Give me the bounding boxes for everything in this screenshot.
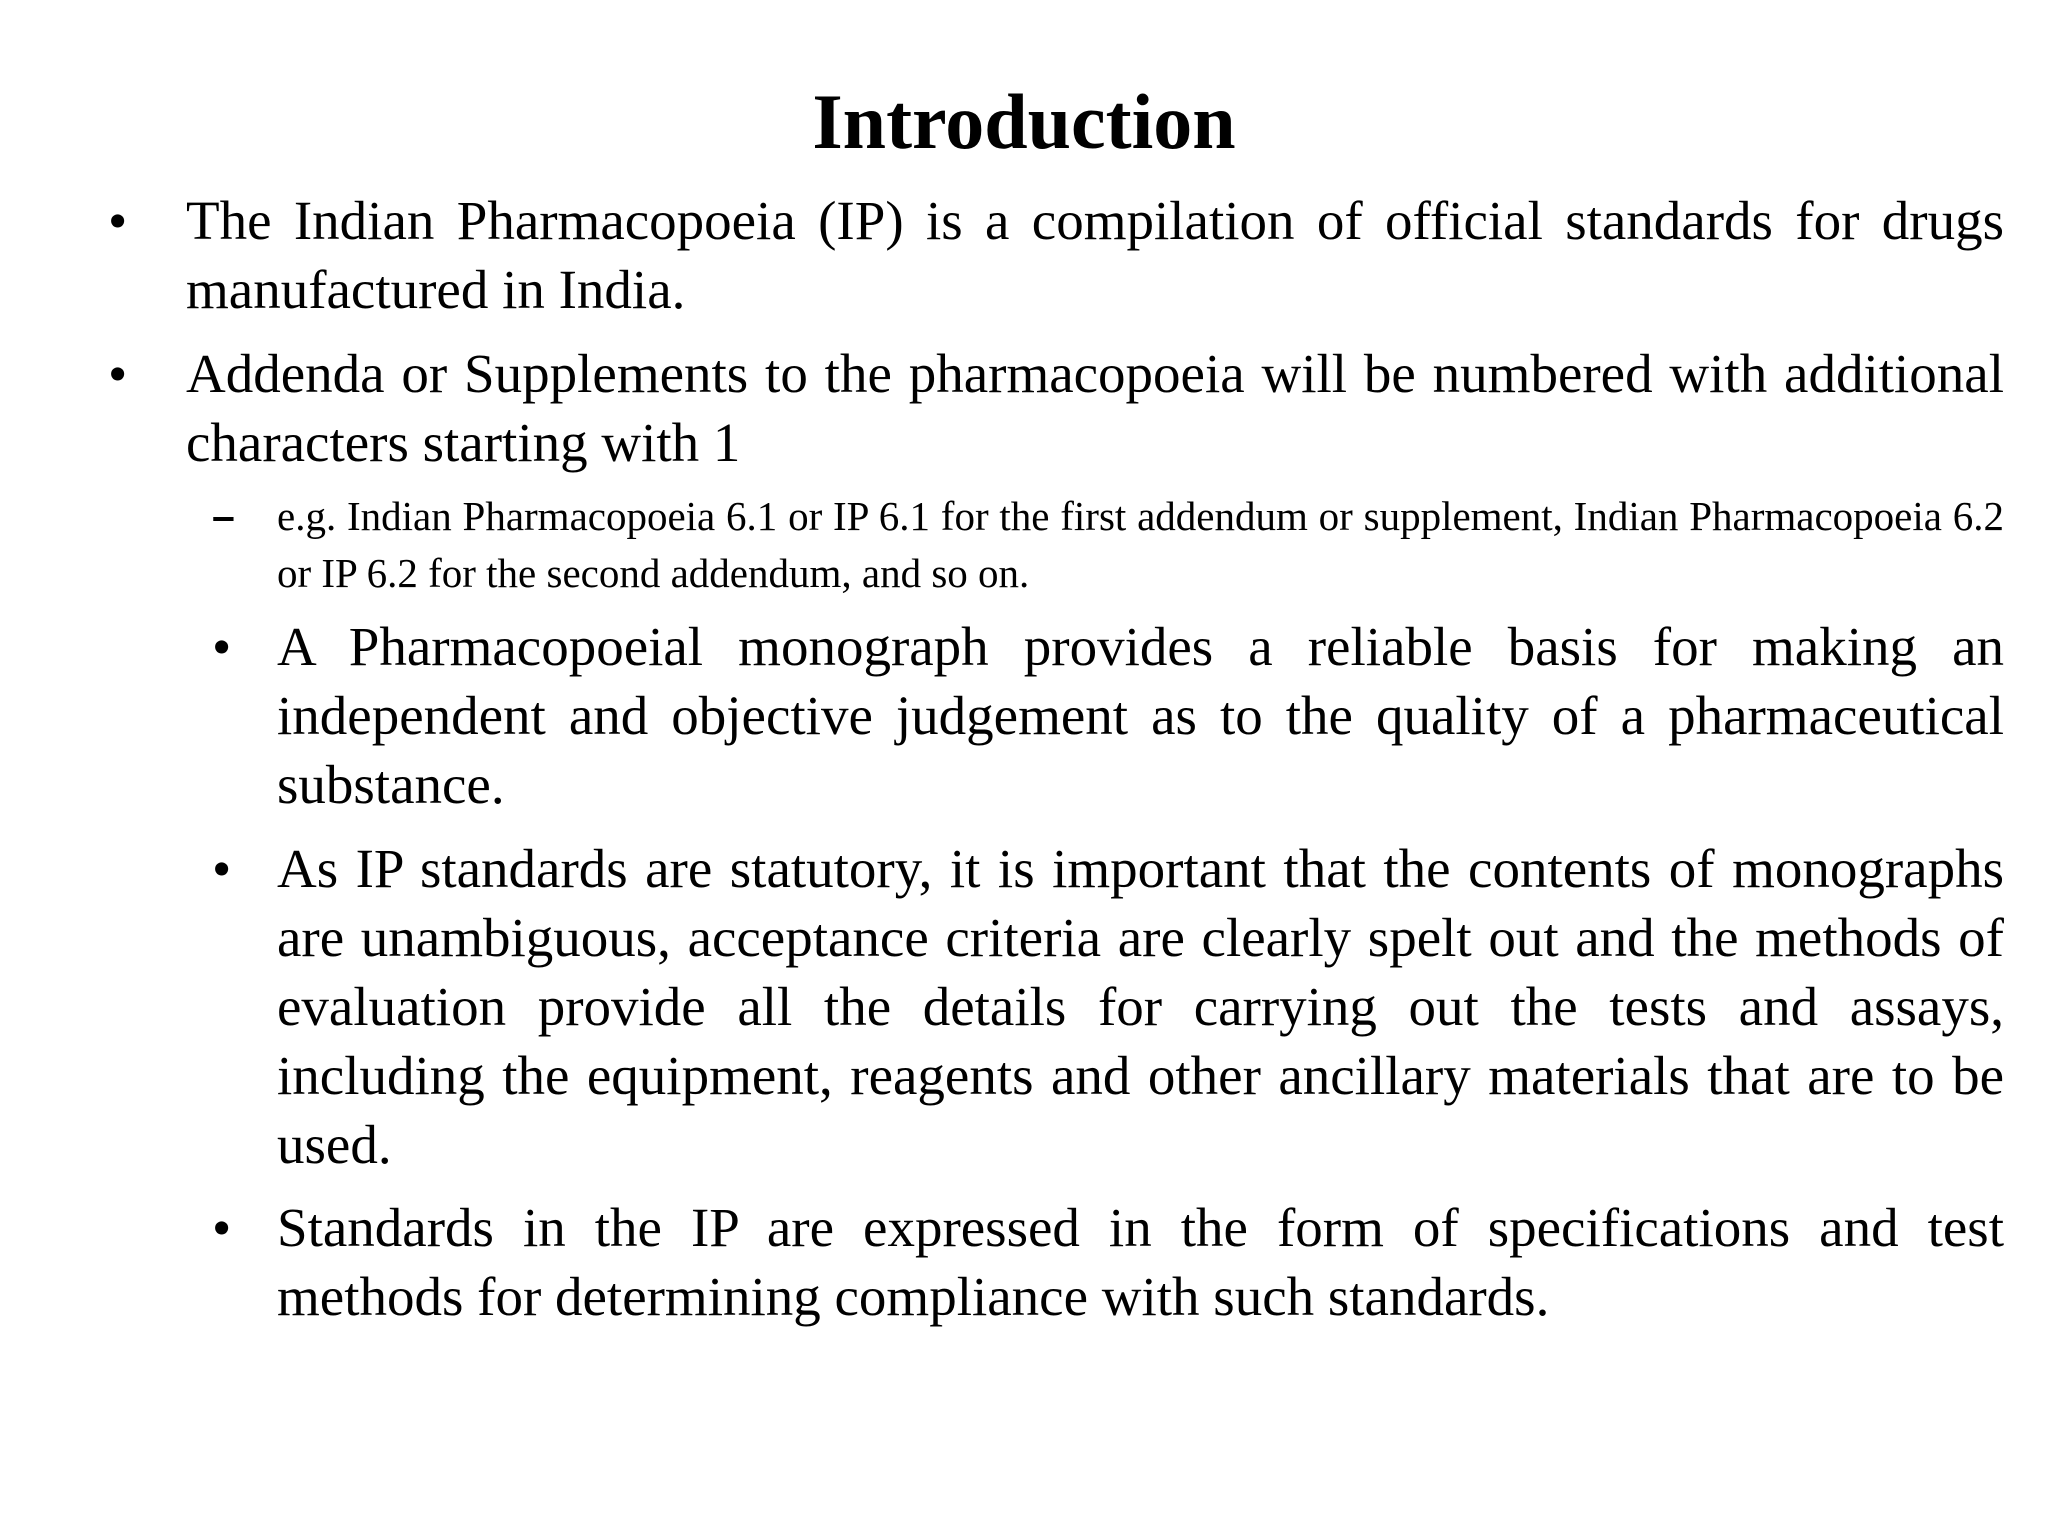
sub-bullet-text: e.g. Indian Pharmacopoeia 6.1 or IP 6.1 for the first addendum or supplement, Indian Pharmacopoeia 6.2 or IP 6.2 for the second addendum, and so on. — [277, 493, 2004, 596]
bullet-item-monograph — [212, 612, 2004, 819]
bullet-text: Standards in the IP are expressed in the form of specifications and test methods for determining compliance with such standards. — [277, 1197, 2004, 1327]
sub-bullet-item-example — [212, 488, 2004, 602]
bullet-marker: • — [212, 1197, 232, 1258]
bullet-marker: • — [108, 343, 128, 404]
bullet-text: As IP standards are statutory, it is important that the contents of monographs are unambiguous, acceptance criteria are clearly spelt out and the methods of evaluation provide all the details for carrying out the tests and assays, including the equipment, reagents and other ancillary materials that are to be used. — [277, 838, 2004, 1175]
bullet-item-standards — [212, 1193, 2004, 1331]
dash-marker: – — [212, 493, 235, 539]
bullet-text: Addenda or Supplements to the pharmacopoeia will be numbered with additional characters starting with 1 — [186, 343, 2004, 473]
bullet-text: A Pharmacopoeial monograph provides a reliable basis for making an independent and objective judgement as to the quality of a pharmaceutical substance. — [277, 616, 2004, 815]
bullet-item-addenda — [108, 339, 2004, 477]
bullet-item-ip-definition — [108, 186, 2004, 324]
slide-title: Introduction — [812, 78, 1236, 165]
bullet-marker: • — [212, 838, 232, 899]
bullet-marker: • — [108, 190, 128, 251]
bullet-marker: • — [212, 616, 232, 677]
bullet-item-statutory — [212, 834, 2004, 1179]
bullet-text: The Indian Pharmacopoeia (IP) is a compilation of official standards for drugs manufactured in India. — [186, 190, 2004, 320]
